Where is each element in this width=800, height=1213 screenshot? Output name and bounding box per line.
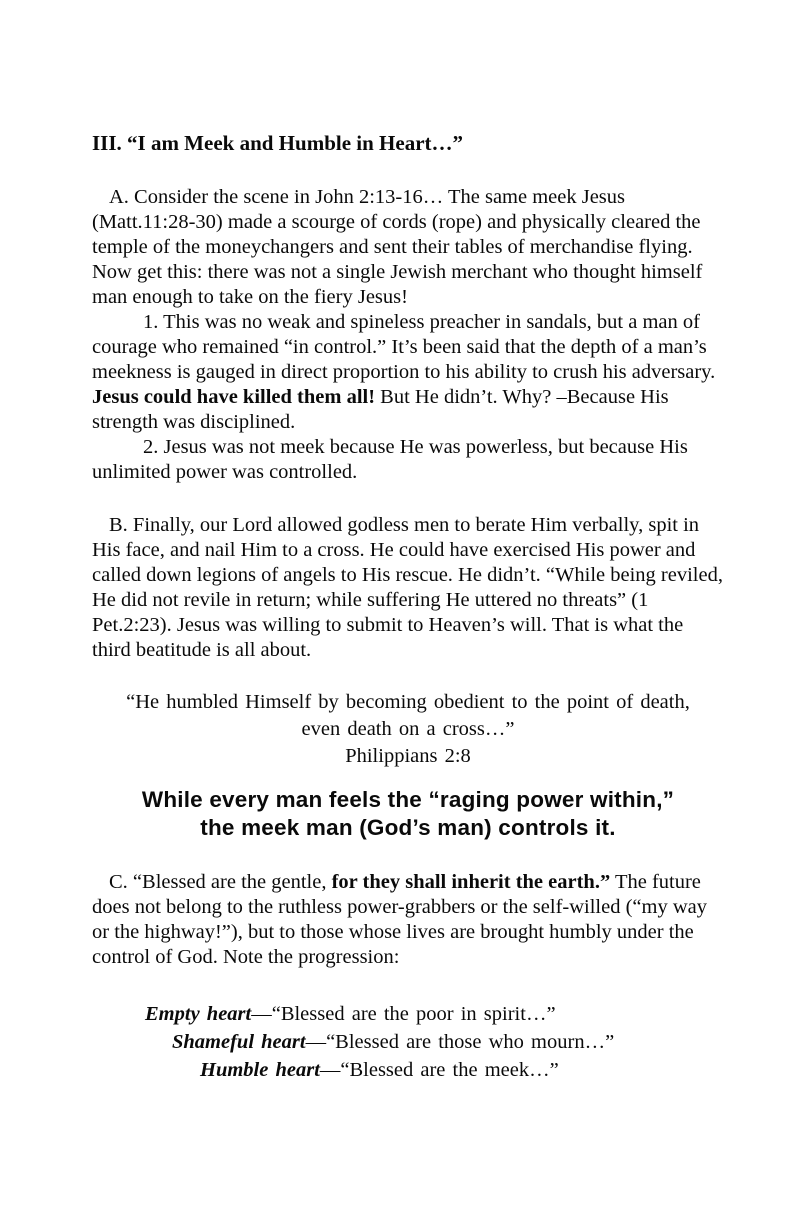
statement-line-1: While every man feels the “raging power within,” — [141, 787, 675, 812]
progression-empty-heart: Empty heart—“Blessed are the poor in spirit…” — [145, 1003, 556, 1025]
progression-list — [92, 1000, 724, 1084]
progression-shameful-heart: Shameful heart—“Blessed are those who mourn…” — [172, 1031, 615, 1053]
progression-humble-heart: Humble heart—“Blessed are the meek…” — [200, 1059, 559, 1081]
scripture-quote — [92, 689, 724, 770]
paragraph-c: C. “Blessed are the gentle, for they shall inherit the earth.” The future does not belong to the ruthless power-grabbers or the self-willed (“my way or the highway!”), but to those whose lives are brought humbly under the control of God. Note the progression: — [92, 871, 707, 968]
quote-reference: Philippians 2:8 — [345, 745, 471, 767]
paragraph-a: A. Consider the scene in John 2:13-16… The same meek Jesus (Matt.11:28-30) made a scourge of cords (rope) and physically cleared the temple of the moneychangers and sent their tables of merchandise flying. Now get this: there was not a single Jewish merchant who thought himself man enough to take on the fiery Jesus! — [92, 186, 703, 308]
key-statement — [92, 786, 724, 842]
quote-line-1: “He humbled Himself by becoming obedient to the point of death, — [126, 691, 690, 713]
statement-line-2: the meek man (God’s man) controls it. — [200, 815, 616, 840]
quote-line-2: even death on a cross…” — [301, 718, 515, 740]
numbered-point-2: 2. Jesus was not meek because He was powerless, but because His unlimited power was controlled. — [92, 436, 688, 483]
section-heading: III. “I am Meek and Humble in Heart…” — [92, 131, 464, 155]
numbered-point-1: 1. This was no weak and spineless preacher in sandals, but a man of courage who remained “in control.” It’s been said that the depth of a man’s meekness is gauged in direct proportion to his ability to crush his adversary. Jesus could have killed them all! But He didn’t. Why? –Because His strength was disciplined. — [92, 311, 716, 433]
paragraph-b: B. Finally, our Lord allowed godless men to berate Him verbally, spit in His face, and nail Him to a cross. He could have exercised His power and called down legions of angels to His rescue. He didn’t. “While being reviled, He did not revile in return; while suffering He uttered no threats” (1 Pet.2:23). Jesus was willing to submit to Heaven’s will. That is what the third beatitude is all about. — [92, 514, 723, 661]
